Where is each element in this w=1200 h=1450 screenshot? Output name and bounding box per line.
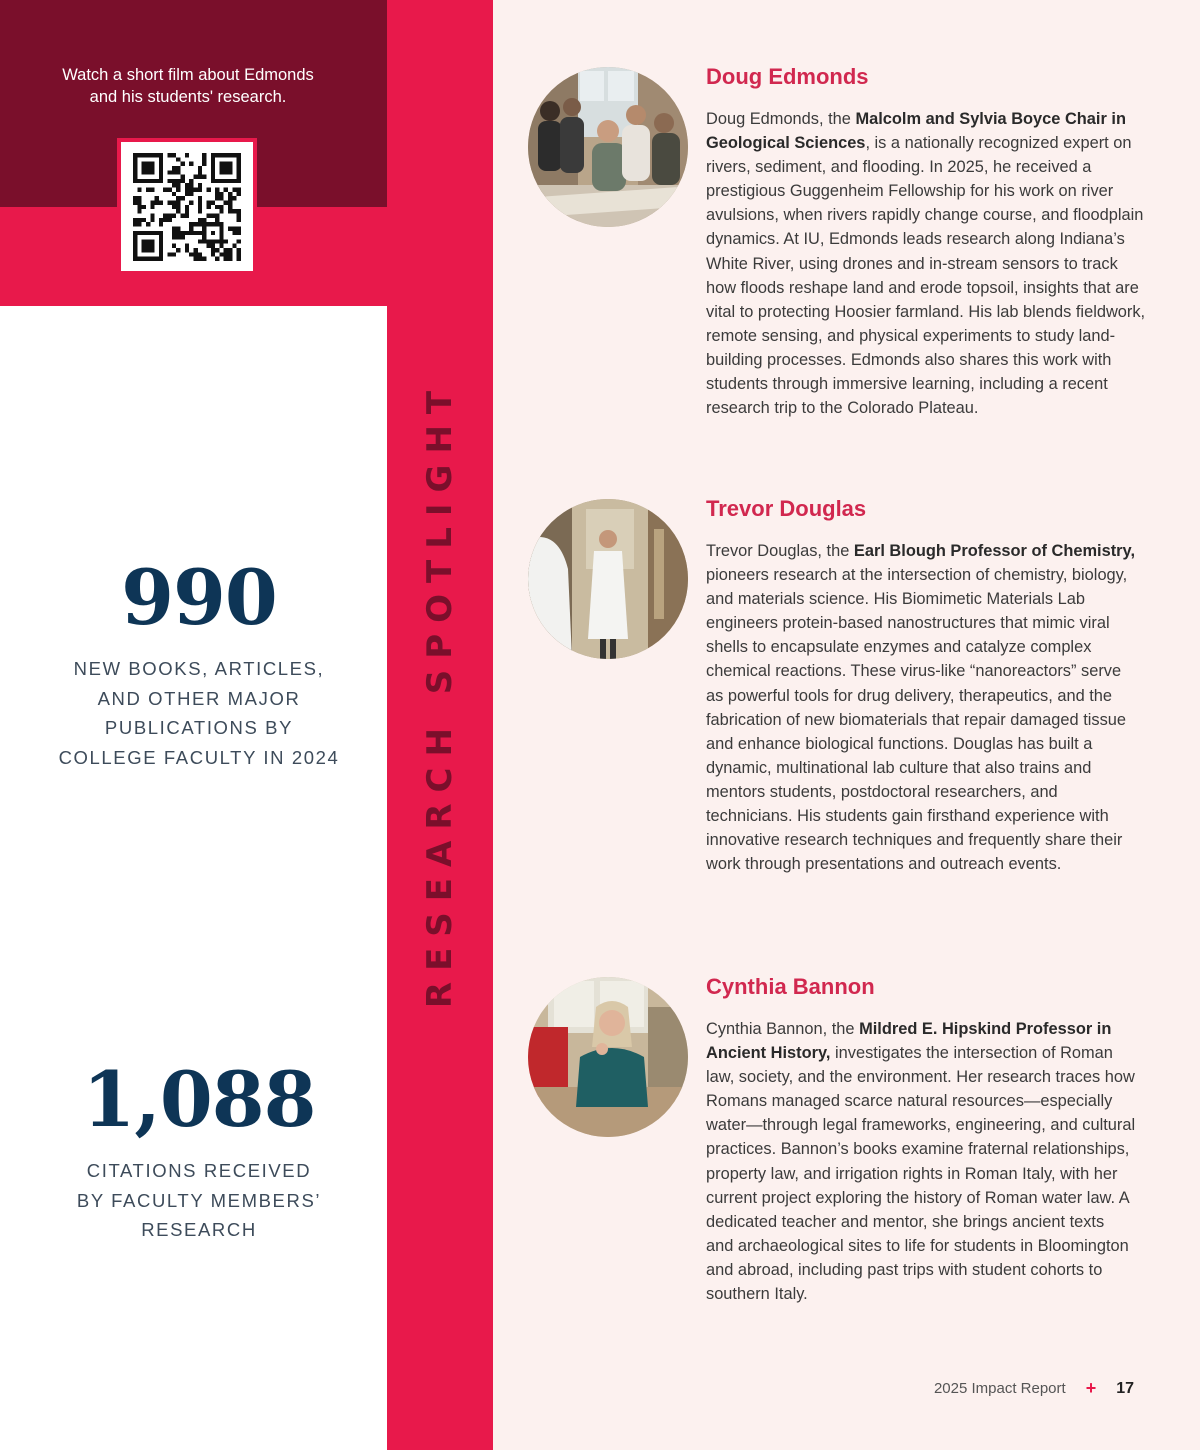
profile-name: Doug Edmonds xyxy=(706,64,869,89)
office-portrait-photo-icon xyxy=(528,977,688,1137)
bio-title: Mildred E. Hipskind Professor in Ancient History, xyxy=(706,1020,1112,1063)
profile-bio xyxy=(706,974,1136,1306)
stat-label-line: COLLEGE FACULTY IN 2024 xyxy=(58,746,340,768)
stat-label-line: PUBLICATIONS BY xyxy=(104,717,294,739)
stat-citations xyxy=(0,1055,398,1245)
stat-label-line: NEW BOOKS, ARTICLES, xyxy=(73,658,325,679)
profile-bio xyxy=(706,496,1136,876)
lab-hallway-photo-icon xyxy=(528,499,688,659)
profile-photo xyxy=(528,67,688,227)
film-caption-line-1: Watch a short film about Edmonds xyxy=(62,66,314,84)
plus-separator-icon: + xyxy=(1085,1378,1097,1398)
profile-photo xyxy=(528,499,688,659)
profiles-column xyxy=(493,0,1200,1450)
bio-intro: Trevor Douglas, the xyxy=(706,542,854,560)
stat-label-line: RESEARCH xyxy=(141,1219,257,1241)
stat-number: 1,088 xyxy=(82,1055,316,1144)
stat-label xyxy=(0,654,398,772)
page-footer xyxy=(934,1378,1134,1399)
qr-code-frame[interactable] xyxy=(117,138,257,275)
stat-number: 990 xyxy=(121,553,277,642)
profile-bio-text xyxy=(706,539,1136,876)
bio-title: Malcolm and Sylvia Boyce Chair in Geological Sciences xyxy=(706,110,1126,153)
bio-body: investigates the intersection of Roman law, society, and the environment. Her research traces how Romans managed scarce natural resources—especially water—through legal frameworks, engineering, and cultural practices. Bannon’s books examine fraternal relationships, property law, and irrigation rights in Roman Italy, with her current project exploring the history of Roman water law. A dedicated teacher and mentor, she brings ancient texts and archaeological sites to life for students in Bloomington and abroad, including past trips with student cohorts to southern Italy. xyxy=(706,1044,1136,1304)
profile-name: Cynthia Bannon xyxy=(706,974,875,999)
section-title-vertical: RESEARCH SPOTLIGHT xyxy=(420,379,460,1009)
profile-bio xyxy=(706,64,1146,420)
film-caption xyxy=(0,64,376,108)
bio-body: , is a nationally recognized expert on rivers, sediment, and flooding. In 2025, he received a prestigious Guggenheim Fellowship for his work on river avulsions, when rivers rapidly change course, and floodplain dynamics. At IU, Edmonds leads research along Indiana’s White River, using drones and in-stream sensors to track how floods reshape land and erode topsoil, insights that are vital to protecting Hoosier farmland. His lab blends fieldwork, remote sensing, and physical experiments to study land-building processes. Edmonds also shares this work with students through immersive learning, including a recent research trip to the Colorado Plateau. xyxy=(706,134,1146,418)
report-title: 2025 Impact Report xyxy=(933,1380,1066,1397)
bio-intro: Cynthia Bannon, the xyxy=(706,1020,860,1038)
bio-title: Earl Blough Professor of Chemistry, xyxy=(853,542,1136,560)
profile-name: Trevor Douglas xyxy=(706,496,867,521)
film-caption-line-2: and his students' research. xyxy=(89,88,287,106)
stat-label-line: CITATIONS RECEIVED xyxy=(86,1160,312,1181)
stat-publications xyxy=(0,553,398,772)
left-column xyxy=(0,0,387,1450)
stat-label-line: BY FACULTY MEMBERS’ xyxy=(76,1189,322,1211)
profile-photo xyxy=(528,977,688,1137)
page-number: 17 xyxy=(1116,1379,1134,1397)
profile-bio-text xyxy=(706,107,1146,420)
bio-intro: Doug Edmonds, the xyxy=(706,110,856,128)
bio-body: pioneers research at the intersection of chemistry, biology, and materials science. His Biomimetic Materials Lab engineers protein-based nanostructures that mimic viral shells to encapsulate enzymes and catalyze complex chemical reactions. These virus-like “nanoreactors” serve as powerful tools for drug delivery, therapeutics, and the fabrication of new biomaterials that repair damaged tissue and enhance biological functions. Douglas has built a dynamic, multinational lab culture that also trains and mentors students, postdoctoral researchers, and technicians. His students gain firsthand experience with innovative research techniques and frequently share their work through presentations and outreach events. xyxy=(706,566,1128,874)
profile-bio-text xyxy=(706,1017,1136,1306)
group-fieldwork-photo-icon xyxy=(528,67,688,227)
stat-label xyxy=(0,1156,398,1245)
stat-label-line: AND OTHER MAJOR xyxy=(97,687,301,709)
qr-code-icon[interactable] xyxy=(133,153,241,261)
